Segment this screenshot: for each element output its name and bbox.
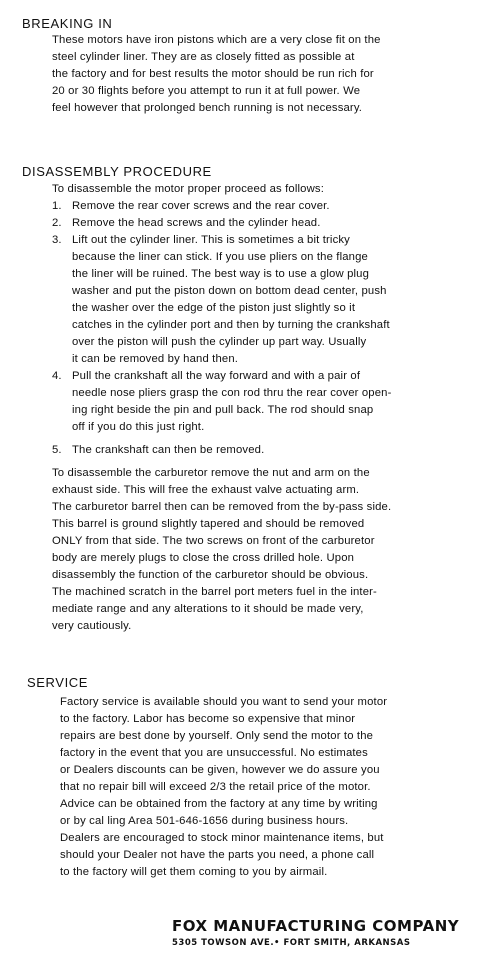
text-line: The machined scratch in the barrel port meters fuel in the inter- xyxy=(52,586,377,598)
text-line: that no repair bill will exceed 2/3 the retail price of the motor. xyxy=(60,781,371,793)
service-paragraph xyxy=(60,694,387,881)
text-line: mediate range and any alterations to it should be made very, xyxy=(52,603,364,615)
step-number: 3. xyxy=(52,234,62,246)
text-line: ing right beside the pin and pull back. The rod should snap xyxy=(72,404,374,416)
text-line: exhaust side. This will free the exhaust valve actuating arm. xyxy=(52,484,360,496)
text-line: body are merely plugs to close the cross drilled hole. Upon xyxy=(52,552,355,564)
text-line: very cautiously. xyxy=(52,620,132,632)
text-line: To disassemble the motor proper proceed as follows: xyxy=(52,183,325,195)
text-line: it can be removed by hand then. xyxy=(72,353,239,365)
text-line: repairs are best done by yourself. Only send the motor to the xyxy=(60,730,374,742)
text-line: needle nose pliers grasp the con rod thru the rear cover open- xyxy=(72,387,392,399)
text-line: The carburetor barrel then can be removed from the by-pass side. xyxy=(52,501,392,513)
text-line: because the liner can stick. If you use pliers on the flange xyxy=(72,251,368,263)
text-line: Remove the rear cover screws and the rear cover. xyxy=(72,200,330,212)
text-line: washer and put the piston down on bottom dead center, push xyxy=(72,285,387,297)
step-item xyxy=(52,215,490,232)
text-line: Factory service is available should you want to send your motor xyxy=(60,696,388,708)
text-line: This barrel is ground slightly tapered and should be removed xyxy=(52,518,365,530)
text-line: Dealers are encouraged to stock minor maintenance items, but xyxy=(60,832,384,844)
step-item xyxy=(52,442,490,459)
text-line: to the factory. Labor has become so expensive that minor xyxy=(60,713,356,725)
text-line: Lift out the cylinder liner. This is sometimes a bit tricky xyxy=(72,234,350,246)
text-line: disassembly the function of the carburetor should be obvious. xyxy=(52,569,369,581)
step-number: 2. xyxy=(52,217,62,229)
text-line: feel however that prolonged bench running is not necessary. xyxy=(52,102,363,114)
text-line: Advice can be obtained from the factory at any time by writing xyxy=(60,798,378,810)
step-item xyxy=(52,198,490,215)
text-line: These motors have iron pistons which are a very close fit on the xyxy=(52,34,381,46)
service-heading: SERVICE xyxy=(27,675,89,690)
text-line: or Dealers discounts can be given, however we do assure you xyxy=(60,764,380,776)
text-line: over the piston will push the cylinder up part way. Usually xyxy=(72,336,367,348)
text-line: off if you do this just right. xyxy=(72,421,205,433)
step-item xyxy=(52,232,490,368)
text-line: ONLY from that side. The two screws on front of the carburetor xyxy=(52,535,375,547)
disassembly-heading: DISASSEMBLY PROCEDURE xyxy=(22,164,212,179)
carburetor-paragraph xyxy=(52,465,391,635)
disassembly-steps xyxy=(52,198,490,459)
text-line: steel cylinder liner. They are as closely fitted as possible at xyxy=(52,51,355,63)
text-line: or by cal ling Area 501-646-1656 during business hours. xyxy=(60,815,349,827)
breaking-in-paragraph xyxy=(52,32,381,117)
step-number: 5. xyxy=(52,444,62,456)
step-number: 1. xyxy=(52,200,62,212)
company-name: FOX MANUFACTURING COMPANY xyxy=(172,917,460,935)
text-line: factory in the event that you are unsuccessful. No estimates xyxy=(60,747,368,759)
text-line: Remove the head screws and the cylinder head. xyxy=(72,217,321,229)
text-line: 20 or 30 flights before you attempt to run it at full power. We xyxy=(52,85,361,97)
text-line: the liner will be ruined. The best way is to use a glow plug xyxy=(72,268,370,280)
text-line: should your Dealer not have the parts you need, a phone call xyxy=(60,849,375,861)
step-number: 4. xyxy=(52,370,62,382)
company-address: 5305 TOWSON AVE.• FORT SMITH, ARKANSAS xyxy=(172,938,411,948)
disassembly-intro xyxy=(52,181,324,198)
text-line: The crankshaft can then be removed. xyxy=(72,444,265,456)
step-item xyxy=(52,368,490,436)
text-line: the washer over the edge of the piston just slightly so it xyxy=(72,302,356,314)
text-line: to the factory will get them coming to you by airmail. xyxy=(60,866,328,878)
text-line: catches in the cylinder port and then by turning the crankshaft xyxy=(72,319,390,331)
text-line: the factory and for best results the motor should be run rich for xyxy=(52,68,374,80)
text-line: To disassemble the carburetor remove the nut and arm on the xyxy=(52,467,370,479)
breaking-in-heading: BREAKING IN xyxy=(22,16,113,31)
text-line: Pull the crankshaft all the way forward and with a pair of xyxy=(72,370,361,382)
